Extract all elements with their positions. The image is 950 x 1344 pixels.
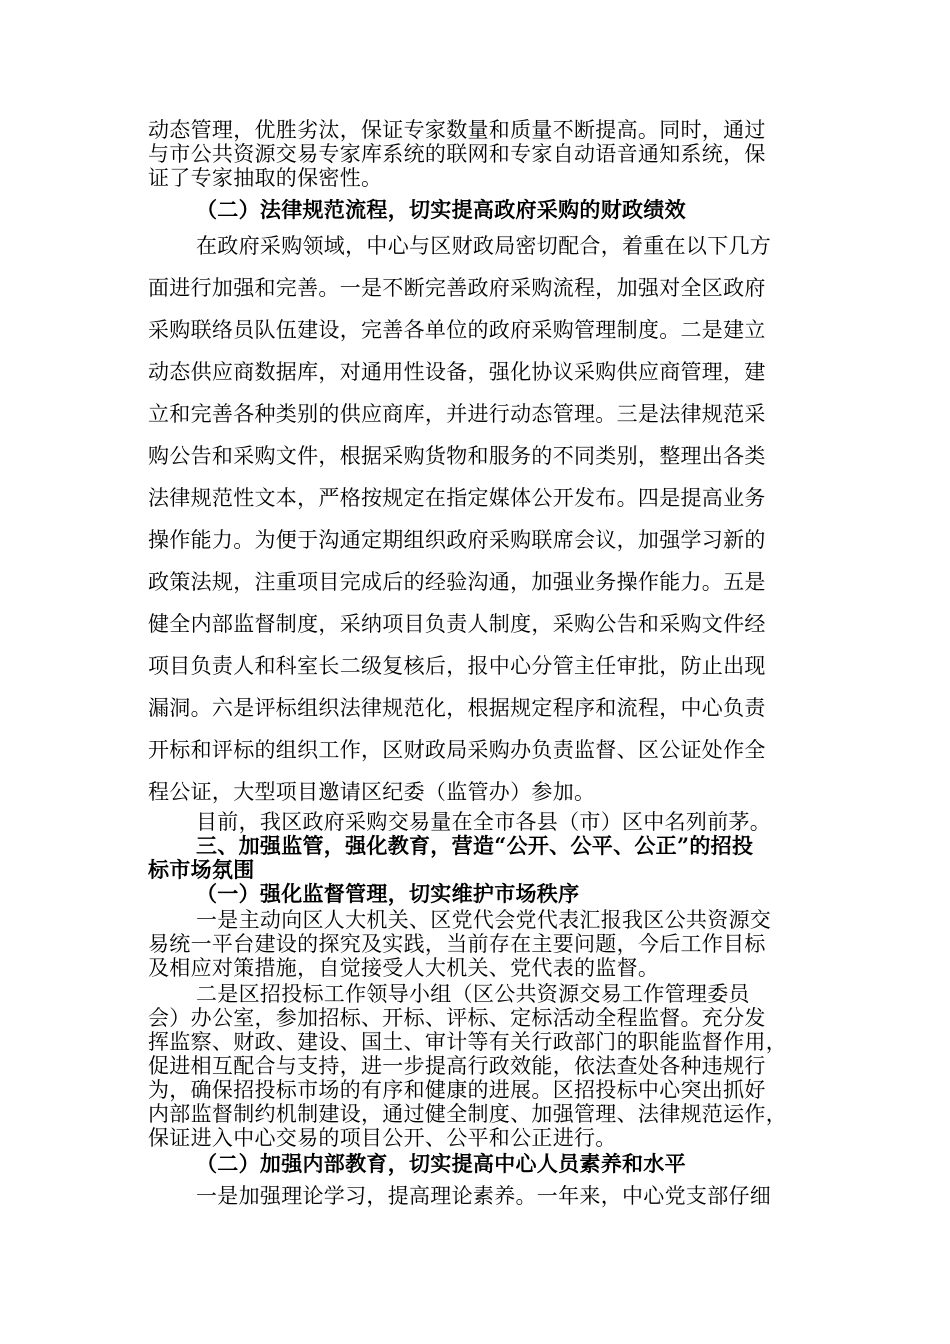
paragraph-line: 法律规范性文本，严格按规定在指定媒体公开发布。四是提高业务 bbox=[148, 486, 766, 510]
paragraph-line: 动态供应商数据库，对通用性设备，强化协议采购供应商管理，建 bbox=[148, 360, 766, 384]
paragraph-line: 为，确保招投标市场的有序和健康的进展。区招投标中心突出抓好 bbox=[148, 1078, 766, 1102]
section-heading: （二）加强内部教育，切实提高中心人员素养和水平 bbox=[196, 1151, 686, 1176]
paragraph-line: 动态管理，优胜劣汰，保证专家数量和质量不断提高。同时，通过 bbox=[148, 118, 766, 142]
paragraph-line: 程公证，大型项目邀请区纪委（监管办）参加。 bbox=[148, 780, 596, 804]
paragraph-line: 漏洞。六是评标组织法律规范化，根据规定程序和流程，中心负责 bbox=[148, 696, 766, 720]
paragraph-line: 挥监察、财政、建设、国土、审计等有关行政部门的职能监督作用， bbox=[148, 1030, 787, 1054]
paragraph-line: 在政府采购领域，中心与区财政局密切配合，着重在以下几方 bbox=[196, 234, 772, 258]
chapter-heading: 三、加强监管，强化教育，营造“公开、公平、公正”的招投 bbox=[196, 833, 754, 858]
paragraph-line: 促进相互配合与支持，进一步提高行政效能，依法查处各种违规行 bbox=[148, 1054, 766, 1078]
paragraph-line: 立和完善各种类别的供应商库，并进行动态管理。三是法律规范采 bbox=[148, 402, 766, 426]
paragraph-line: 采购联络员队伍建设，完善各单位的政府采购管理制度。二是建立 bbox=[148, 318, 766, 342]
paragraph-line: 保证进入中心交易的项目公开、公平和公正进行。 bbox=[148, 1126, 617, 1150]
paragraph-line: 健全内部监督制度，采纳项目负责人制度，采购公告和采购文件经 bbox=[148, 612, 766, 636]
paragraph-line: 项目负责人和科室长二级复核后，报中心分管主任审批，防止出现 bbox=[148, 654, 766, 678]
chapter-heading-continued: 标市场氛围 bbox=[148, 857, 255, 882]
paragraph-line: 政策法规，注重项目完成后的经验沟通，加强业务操作能力。五是 bbox=[148, 570, 766, 594]
paragraph-line: 会）办公室，参加招标、开标、评标、定标活动全程监督。充分发 bbox=[148, 1006, 766, 1030]
paragraph-line: 及相应对策措施，自觉接受人大机关、党代表的监督。 bbox=[148, 956, 660, 980]
section-heading: （二）法律规范流程，切实提高政府采购的财政绩效 bbox=[196, 197, 686, 222]
section-heading: （一）强化监督管理，切实维护市场秩序 bbox=[196, 881, 580, 906]
paragraph-line: 购公告和采购文件，根据采购货物和服务的不同类别，整理出各类 bbox=[148, 444, 766, 468]
paragraph-line: 一是加强理论学习，提高理论素养。一年来，中心党支部仔细 bbox=[196, 1184, 772, 1208]
paragraph-line: 易统一平台建设的探究及实践，当前存在主要问题，今后工作目标 bbox=[148, 932, 766, 956]
paragraph-line: 面进行加强和完善。一是不断完善政府采购流程，加强对全区政府 bbox=[148, 276, 766, 300]
paragraph-line: 与市公共资源交易专家库系统的联网和专家自动语音通知系统，保 bbox=[148, 142, 766, 166]
paragraph-line: 目前，我区政府采购交易量在全市各县（市）区中名列前茅。 bbox=[196, 810, 772, 834]
paragraph-line: 内部监督制约机制建设，通过健全制度、加强管理、法律规范运作， bbox=[148, 1102, 787, 1126]
paragraph-line: 证了专家抽取的保密性。 bbox=[148, 166, 383, 190]
paragraph-line: 开标和评标的组织工作，区财政局采购办负责监督、区公证处作全 bbox=[148, 738, 766, 762]
paragraph-line: 一是主动向区人大机关、区党代会党代表汇报我区公共资源交 bbox=[196, 908, 772, 932]
paragraph-line: 操作能力。为便于沟通定期组织政府采购联席会议，加强学习新的 bbox=[148, 528, 766, 552]
paragraph-line: 二是区招投标工作领导小组（区公共资源交易工作管理委员 bbox=[196, 982, 750, 1006]
